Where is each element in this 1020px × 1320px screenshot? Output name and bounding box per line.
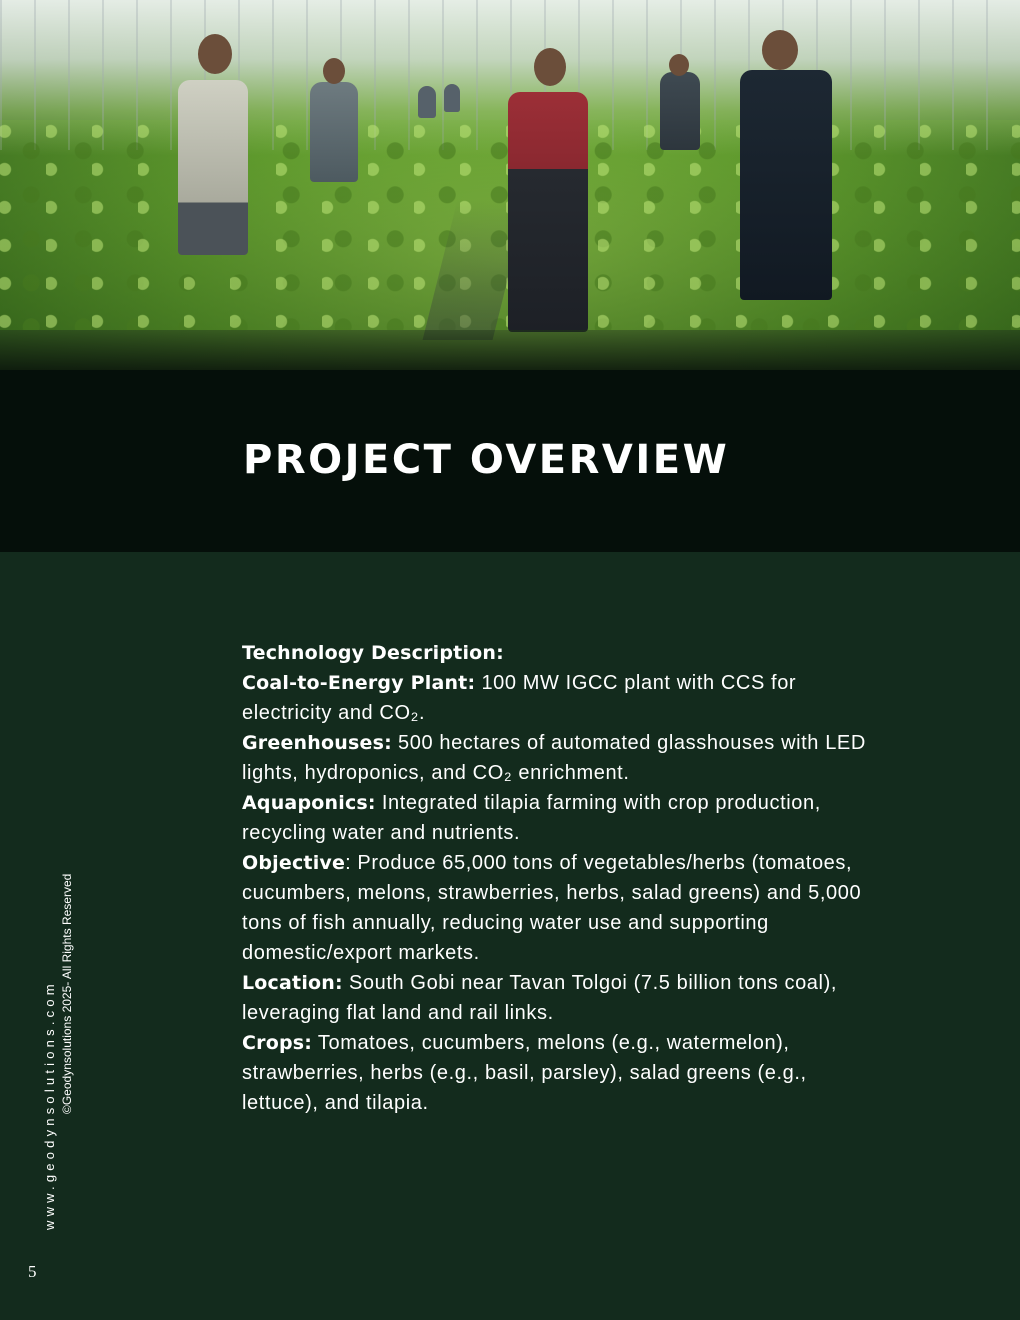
worker-figure (310, 82, 358, 182)
paragraph-aquaponics (242, 788, 882, 848)
item-text: : Produce 65,000 tons of vegetables/herbs (tomatoes, cucumbers, melons, strawberries, herbs, salad greens) and 5,000 tons of fish annually, reducing water use and supporting domestic/export markets. (242, 852, 862, 964)
hero-fade (0, 330, 1020, 370)
worker-figure (660, 72, 700, 150)
worker-figure (418, 86, 436, 118)
item-text: South Gobi near Tavan Tolgoi (7.5 billion tons coal), leveraging flat land and rail links. (242, 972, 837, 1024)
item-text: 100 MW IGCC plant with CCS for electricity and CO₂. (242, 672, 797, 724)
paragraph-crops (242, 1028, 882, 1118)
worker-figure (444, 84, 460, 112)
item-label: Location: (242, 972, 343, 994)
worker-figure (508, 92, 588, 332)
worker-figure (740, 70, 832, 300)
worker-figure (178, 80, 248, 255)
sidebar-vertical-text (42, 873, 74, 1230)
item-text: Tomatoes, cucumbers, melons (e.g., watermelon), strawberries, herbs (e.g., basil, parsley), salad greens (e.g., lettuce), and tilapia. (242, 1032, 807, 1114)
technology-description (242, 638, 882, 1118)
section-heading: Technology Description: (242, 642, 504, 664)
item-label: Aquaponics: (242, 792, 376, 814)
hero-photo-greenhouse (0, 0, 1020, 370)
item-label: Greenhouses: (242, 732, 392, 754)
item-label: Objective (242, 852, 346, 874)
title-band (0, 370, 1020, 552)
item-text: 500 hectares of automated glasshouses with LED lights, hydroponics, and CO₂ enrichment. (242, 732, 866, 784)
paragraph-coal-to-energy (242, 668, 882, 728)
copyright-notice: ©Geodynsolutions 2025- All Rights Reserved (60, 873, 74, 1114)
website-url: www.geodynsolutions.com (42, 980, 57, 1230)
page-number: 5 (28, 1262, 37, 1281)
page-title: PROJECT OVERVIEW (243, 437, 730, 483)
paragraph-greenhouses (242, 728, 882, 788)
paragraph-objective (242, 848, 882, 968)
item-label: Crops: (242, 1032, 313, 1054)
item-label: Coal-to-Energy Plant: (242, 672, 476, 694)
paragraph-location (242, 968, 882, 1028)
item-text: Integrated tilapia farming with crop production, recycling water and nutrients. (242, 792, 821, 844)
